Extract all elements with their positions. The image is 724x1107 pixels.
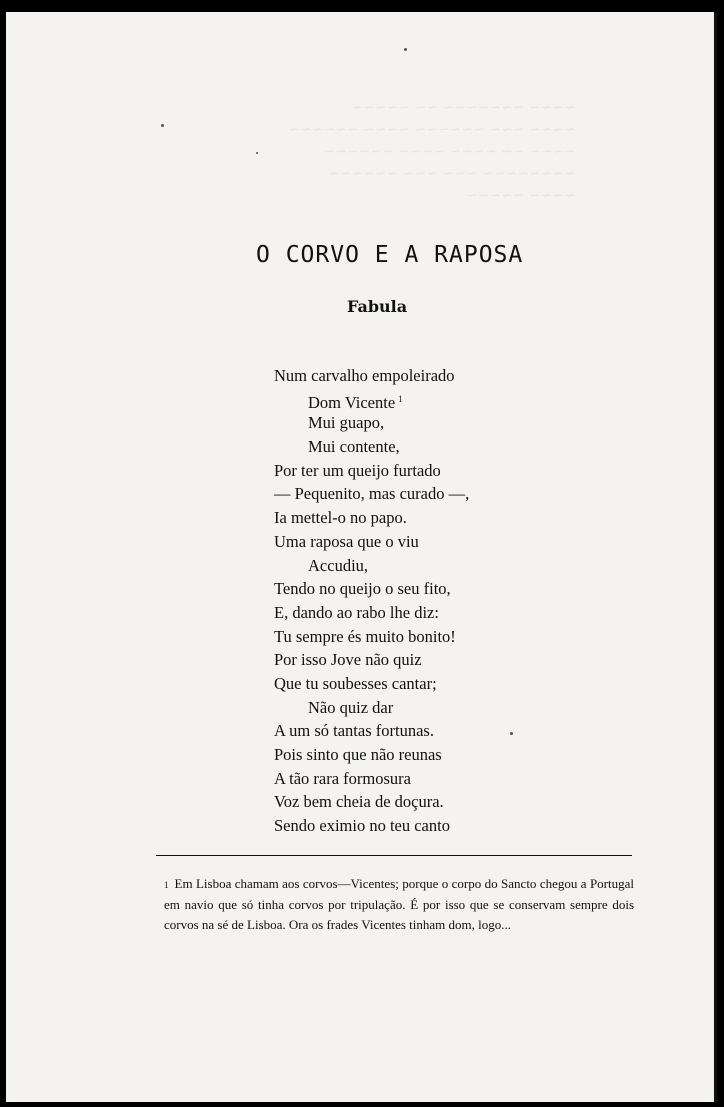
poem-line-text: Ia mettel-o no papo. (274, 508, 407, 528)
poem-line (274, 577, 574, 601)
poem-line-text: Tendo no queijo o seu fito, (274, 579, 451, 599)
poem-line-text: Por ter um queijo furtado (274, 460, 441, 480)
footnote-mark: 1 (164, 880, 169, 890)
poem-line-text: Accudiu, (308, 555, 369, 575)
poem-line-text: Que tu soubesses cantar; (274, 673, 437, 693)
page-subtitle: Fabula (347, 297, 408, 316)
poem-line (274, 625, 574, 649)
poem-line (274, 554, 574, 578)
poem (274, 364, 574, 838)
poem-line (274, 388, 574, 412)
footnote-divider (156, 855, 632, 856)
poem-line (274, 506, 574, 530)
poem-line (274, 814, 574, 838)
print-speck (256, 152, 258, 154)
print-speck (404, 48, 407, 51)
footnote (164, 874, 634, 935)
poem-line-text: A tão rara formosura (274, 768, 411, 788)
poem-line (274, 601, 574, 625)
poem-line (274, 672, 574, 696)
poem-line-text: Não quiz dar (308, 697, 394, 717)
poem-line-text: Mui contente, (308, 437, 400, 457)
poem-line (274, 743, 574, 767)
poem-line (274, 411, 574, 435)
print-speck (161, 124, 164, 127)
poem-line (274, 435, 574, 459)
poem-line-text: Por isso Jove não quiz (274, 650, 422, 670)
poem-line (274, 530, 574, 554)
poem-line (274, 767, 574, 791)
book-page (6, 12, 717, 1102)
bleed-through-text: ~~~~ ~~~~~~~ ~~ ~~~~~ ~~~~ ~~~ ~~~~~~ ~~~~ ~~~~~~ ~~~~ ~~ ~~~~ ~~~~ ~~~~~~ ~~~~~~~~ ~~~ ~~~ ~~~~~~ ~~~~ ~~~~~ (288, 100, 576, 204)
page-title: O CORVO E A RAPOSA (256, 242, 524, 268)
poem-line-text: Uma raposa que o viu (274, 531, 419, 551)
poem-line-text: Voz bem cheia de doçura. (274, 792, 444, 812)
poem-line-text: Dom Vicente (308, 392, 396, 412)
print-speck (510, 732, 513, 735)
poem-line-text: Pois sinto que não reunas (274, 745, 442, 764)
poem-line-text: — Pequenito, mas curado —, (274, 484, 470, 504)
poem-line-text: A um só tantas fortunas. (274, 721, 434, 741)
poem-line (274, 648, 574, 672)
poem-line-text: E, dando ao rabo lhe diz: (274, 602, 439, 622)
poem-line-text: Num carvalho empoleirado (274, 366, 455, 385)
poem-line-text: Tu sempre és muito bonito! (274, 626, 456, 646)
poem-line-text: Sendo eximio no teu canto (274, 816, 450, 836)
poem-line (274, 459, 574, 483)
footnote-text: Em Lisboa chamam aos corvos—Vicentes; porque o corpo do Sancto chegou a Portugal em navio que só tinha corvos por tripulação. É por isso que se conservam sempre dois corvos na sé de Lisboa. Ora os frades Vicentes tinham dom, logo... (164, 876, 634, 932)
poem-line (274, 790, 574, 814)
poem-line-text: Mui guapo, (308, 413, 385, 433)
poem-line (274, 482, 574, 506)
poem-line (274, 364, 574, 388)
poem-line (274, 719, 574, 743)
poem-line (274, 696, 574, 720)
footnote-reference: 1 (398, 393, 403, 404)
